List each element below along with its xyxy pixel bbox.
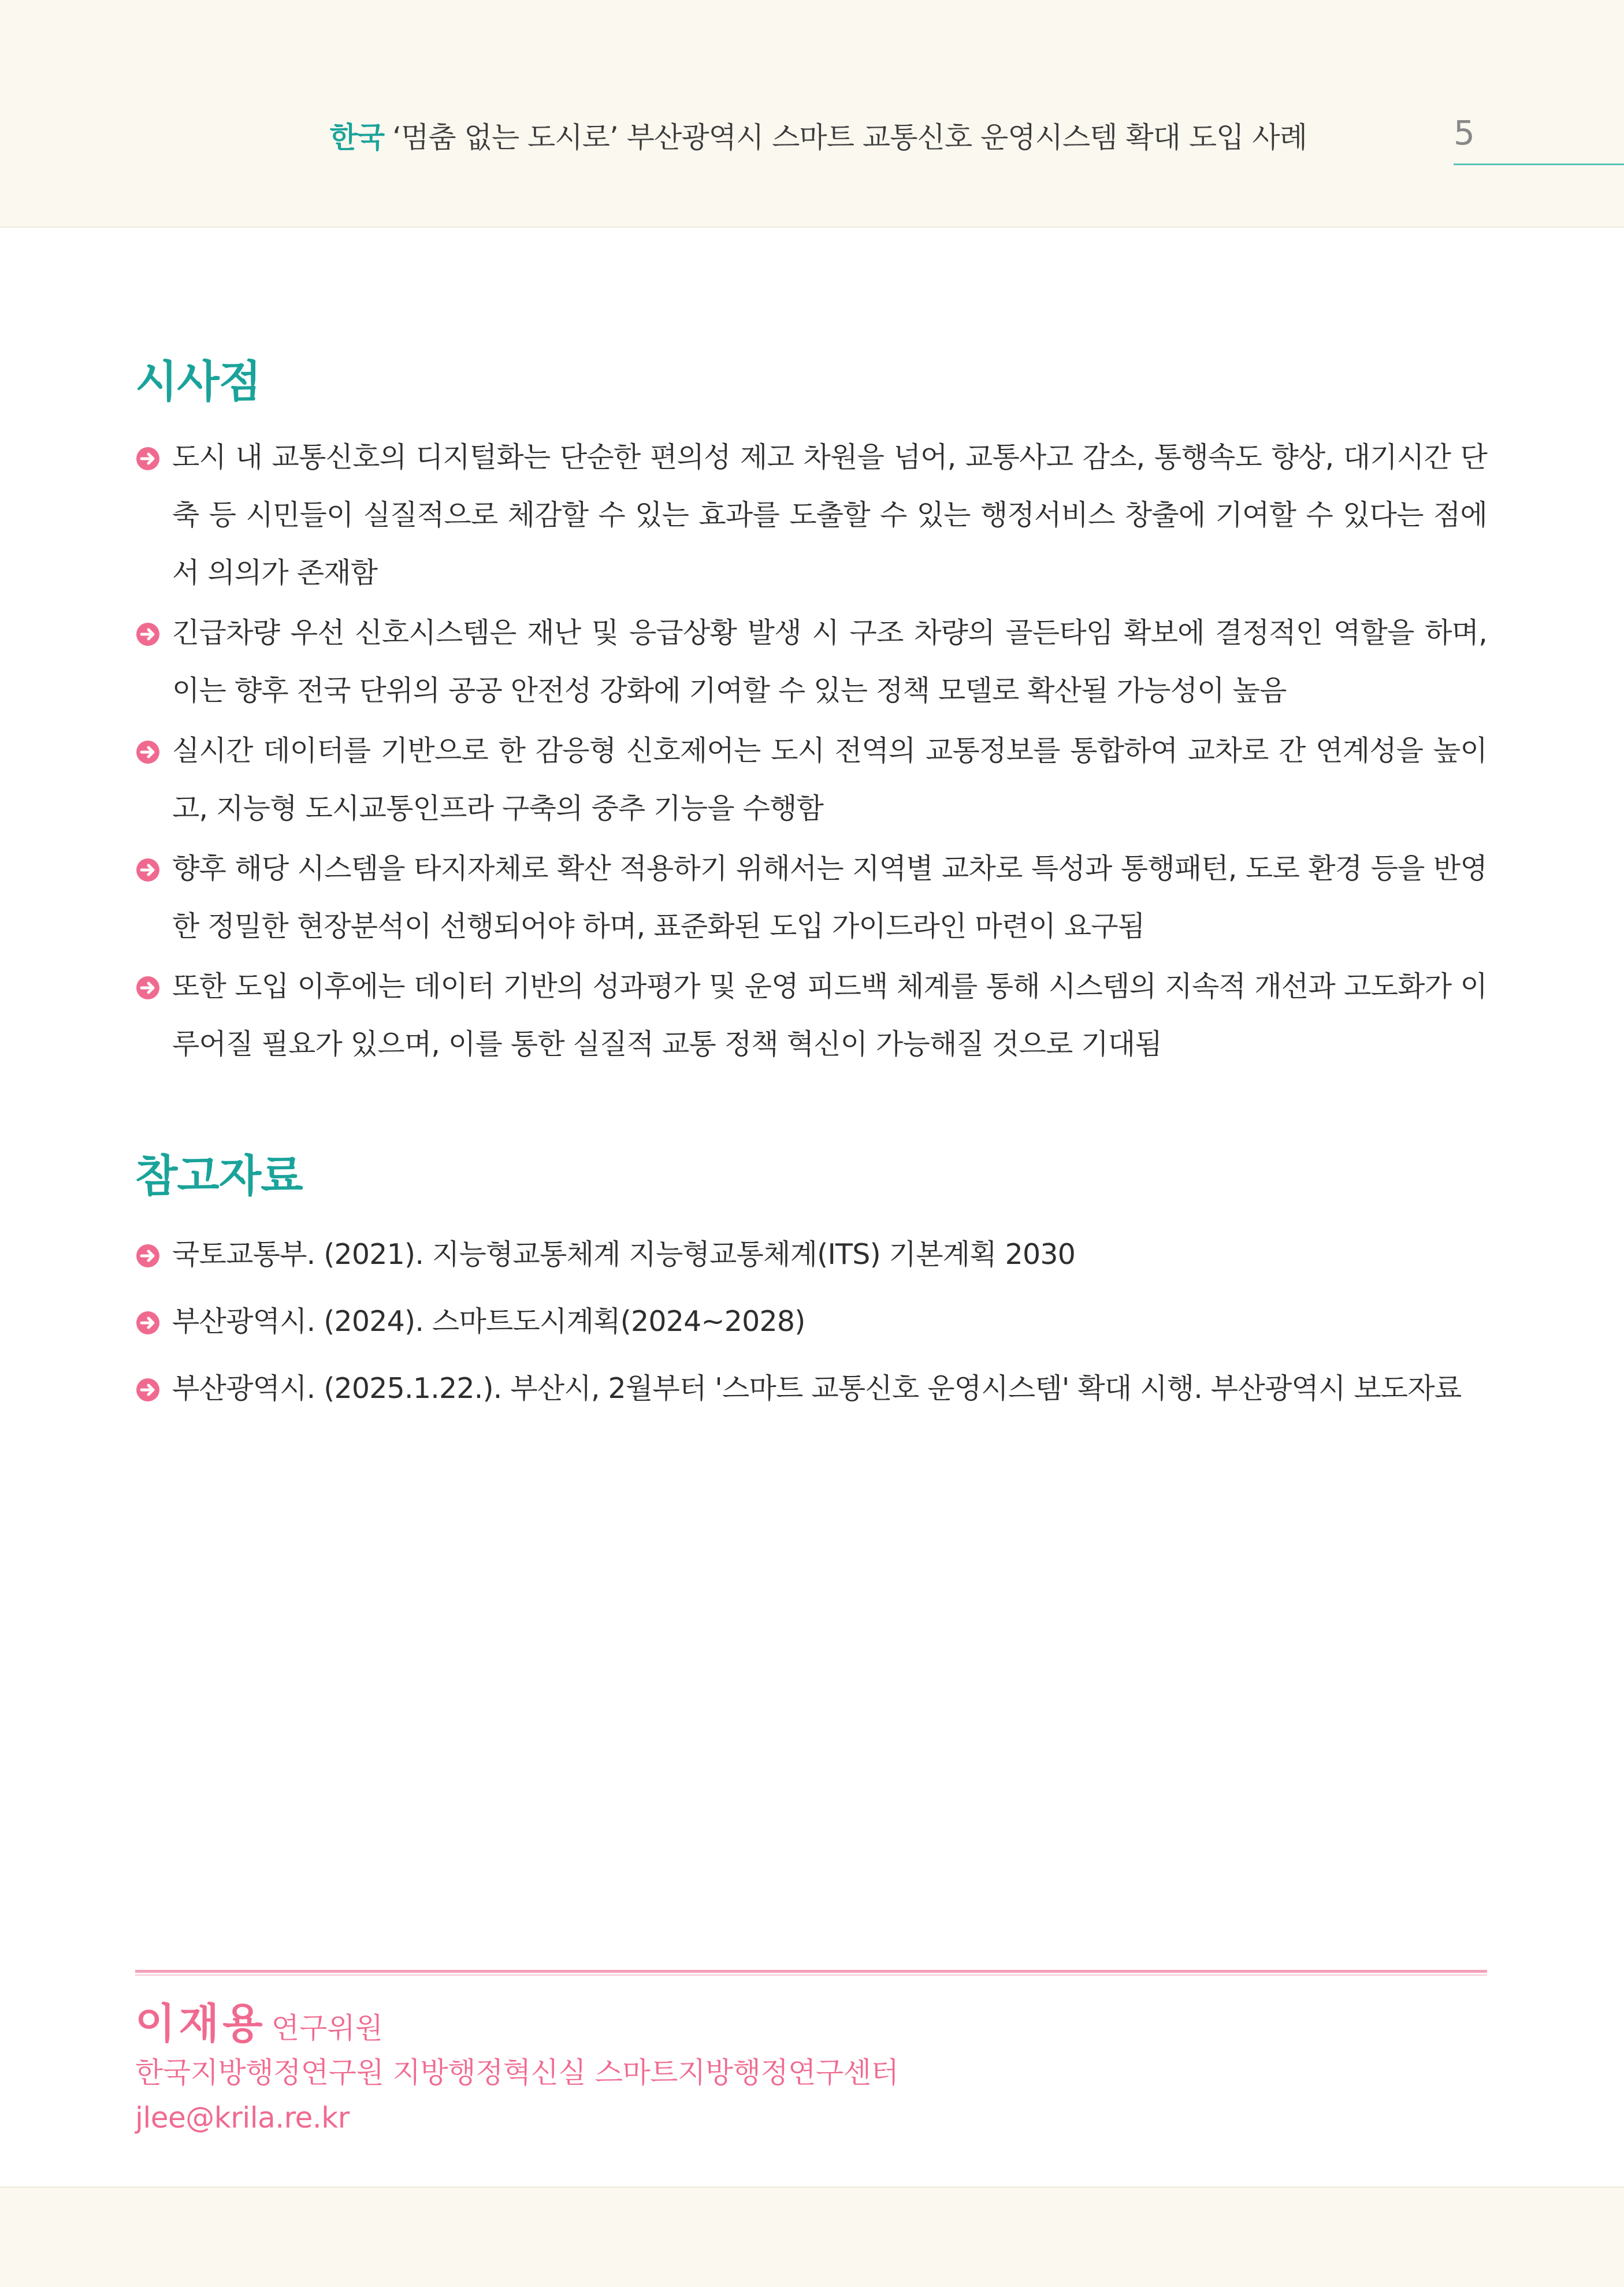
running-title xyxy=(0,114,1307,156)
implication-item xyxy=(135,840,1487,955)
reference-item xyxy=(135,1226,1487,1284)
implication-text: 도시 내 교통신호의 디지털화는 단순한 편의성 제고 차원을 넘어, 교통사고 감소, 통행속도 향상, 대기시간 단축 등 시민들이 실질적으로 체감할 수 있는 효과를 도출할 수 있는 행정서비스 창출에 기여할 수 있다는 점에서 의의가 존재함 xyxy=(172,441,1487,589)
implication-text: 또한 도입 이후에는 데이터 기반의 성과평가 및 운영 피드백 체계를 통해 시스템의 지속적 개선과 고도화가 이루어질 필요가 있으며, 이를 통한 실질적 교통 정책 혁신이 가능해질 것으로 기대됨 xyxy=(172,970,1487,1061)
implications-heading: 시사점 xyxy=(135,356,261,407)
running-title-text: ‘멈춤 없는 도시로’ 부산광역시 스마트 교통신호 운영시스템 확대 도입 사례 xyxy=(392,121,1307,154)
author-divider-secondary xyxy=(135,1974,1487,1976)
circle-arrow-right-icon xyxy=(135,857,161,883)
page-footer xyxy=(0,2186,1624,2287)
circle-arrow-right-icon xyxy=(135,739,161,765)
circle-arrow-right-icon xyxy=(135,1310,161,1336)
implication-item xyxy=(135,604,1487,720)
author-role: 연구위원 xyxy=(271,2011,383,2045)
reference-item xyxy=(135,1360,1487,1418)
author-affiliation: 한국지방행정연구원 지방행정혁신실 스마트지방행정연구센터 xyxy=(135,2056,899,2089)
circle-arrow-right-icon xyxy=(135,1377,161,1403)
implication-item xyxy=(135,429,1487,602)
implication-item xyxy=(135,722,1487,838)
implications-list xyxy=(135,429,1487,1073)
references-list xyxy=(135,1226,1487,1418)
circle-arrow-right-icon xyxy=(135,446,161,471)
implication-text: 긴급차량 우선 신호시스템은 재난 및 응급상황 발생 시 구조 차량의 골든타임 확보에 결정적인 역할을 하며, 이는 향후 전국 단위의 공공 안전성 강화에 기여할 수 있는 정책 모델로 확산될 가능성이 높음 xyxy=(172,616,1487,707)
circle-arrow-right-icon xyxy=(135,622,161,647)
implication-item xyxy=(135,958,1487,1073)
page-number-underline xyxy=(1454,163,1624,165)
reference-text: 부산광역시. (2024). 스마트도시계획(2024~2028) xyxy=(172,1305,805,1338)
author-divider xyxy=(135,1970,1487,1973)
running-title-country: 한국 xyxy=(329,121,385,154)
author-name: 이재용 xyxy=(135,1999,266,2048)
author-email[interactable]: jlee@krila.re.kr xyxy=(135,2101,350,2134)
author-block xyxy=(135,1990,898,2140)
reference-item xyxy=(135,1293,1487,1351)
implication-text: 향후 해당 시스템을 타지자체로 확산 적용하기 위해서는 지역별 교차로 특성과 통행패턴, 도로 환경 등을 반영한 정밀한 현장분석이 선행되어야 하며, 표준화된 도입 가이드라인 마련이 요구됨 xyxy=(172,852,1487,943)
circle-arrow-right-icon xyxy=(135,975,161,1001)
reference-text: 국토교통부. (2021). 지능형교통체계 지능형교통체계(ITS) 기본계획 2030 xyxy=(172,1238,1076,1271)
reference-text: 부산광역시. (2025.1.22.). 부산시, 2월부터 '스마트 교통신호 운영시스템' 확대 시행. 부산광역시 보도자료 xyxy=(172,1372,1462,1405)
implication-text: 실시간 데이터를 기반으로 한 감응형 신호제어는 도시 전역의 교통정보를 통합하여 교차로 간 연계성을 높이고, 지능형 도시교통인프라 구축의 중추 기능을 수행함 xyxy=(172,734,1487,825)
references-heading: 참고자료 xyxy=(135,1150,303,1202)
circle-arrow-right-icon xyxy=(135,1243,161,1269)
page-number: 5 xyxy=(1454,113,1475,153)
page-header xyxy=(0,0,1624,228)
author-name-line xyxy=(135,1990,898,2050)
